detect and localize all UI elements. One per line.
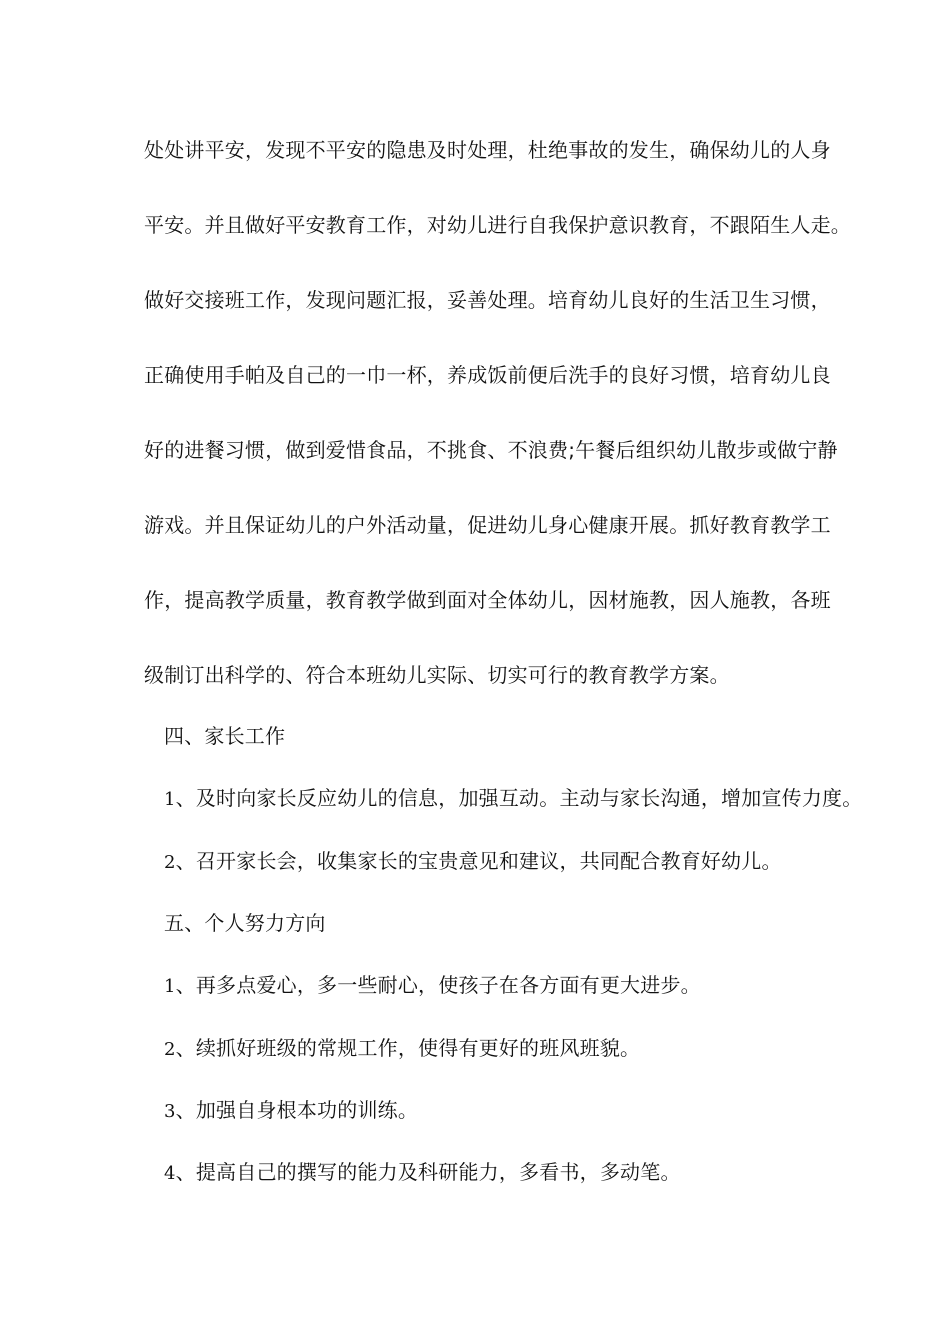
item-text: 、召开家长会，收集家长的宝贵意见和建议，共同配合教育好幼儿。: [175, 849, 782, 873]
item-number: 1: [164, 976, 176, 997]
list-item: [164, 973, 701, 999]
item-text: 、加强自身根本功的训练。: [175, 1098, 419, 1122]
list-item: [164, 1160, 681, 1186]
body-line-5: 好的进餐习惯，做到爱惜食品，不挑食、不浪费;午餐后组织幼儿散步或做宁静: [144, 438, 838, 462]
body-line-4: 正确使用手帕及自己的一巾一杯，养成饭前便后洗手的良好习惯，培育幼儿良: [144, 363, 831, 387]
item-text: 、及时向家长反应幼儿的信息，加强互动。主动与家长沟通，增加宣传力度。: [175, 786, 863, 810]
item-number: 3: [164, 1101, 176, 1122]
item-number: 2: [164, 1039, 176, 1060]
section-heading-parents: 四、家长工作: [164, 724, 286, 748]
section-heading-personal: 五、个人努力方向: [164, 911, 326, 935]
item-number: 2: [164, 852, 176, 873]
item-text: 、再多点爱心，多一些耐心，使孩子在各方面有更大进步。: [175, 973, 701, 997]
item-number: 4: [164, 1163, 176, 1184]
body-line-1: 处处讲平安，发现不平安的隐患及时处理，杜绝事故的发生，确保幼儿的人身: [144, 138, 831, 162]
body-line-6: 游戏。并且保证幼儿的户外活动量，促进幼儿身心健康开展。抓好教育教学工: [144, 513, 831, 537]
body-line-2: 平安。并且做好平安教育工作，对幼儿进行自我保护意识教育，不跟陌生人走。: [144, 213, 851, 237]
item-text: 、提高自己的撰写的能力及科研能力，多看书，多动笔。: [175, 1160, 681, 1184]
list-item: [164, 786, 862, 812]
body-line-3: 做好交接班工作，发现问题汇报，妥善处理。培育幼儿良好的生活卫生习惯，: [144, 288, 831, 312]
item-text: 、续抓好班级的常规工作，使得有更好的班风班貌。: [175, 1036, 641, 1060]
list-item: [164, 1098, 418, 1124]
list-item: [164, 1036, 640, 1062]
list-item: [164, 849, 782, 875]
item-number: 1: [164, 789, 176, 810]
body-line-7: 作，提高教学质量，教育教学做到面对全体幼儿，因材施教，因人施教，各班: [144, 588, 831, 612]
body-line-8: 级制订出科学的、符合本班幼儿实际、切实可行的教育教学方案。: [144, 663, 730, 687]
